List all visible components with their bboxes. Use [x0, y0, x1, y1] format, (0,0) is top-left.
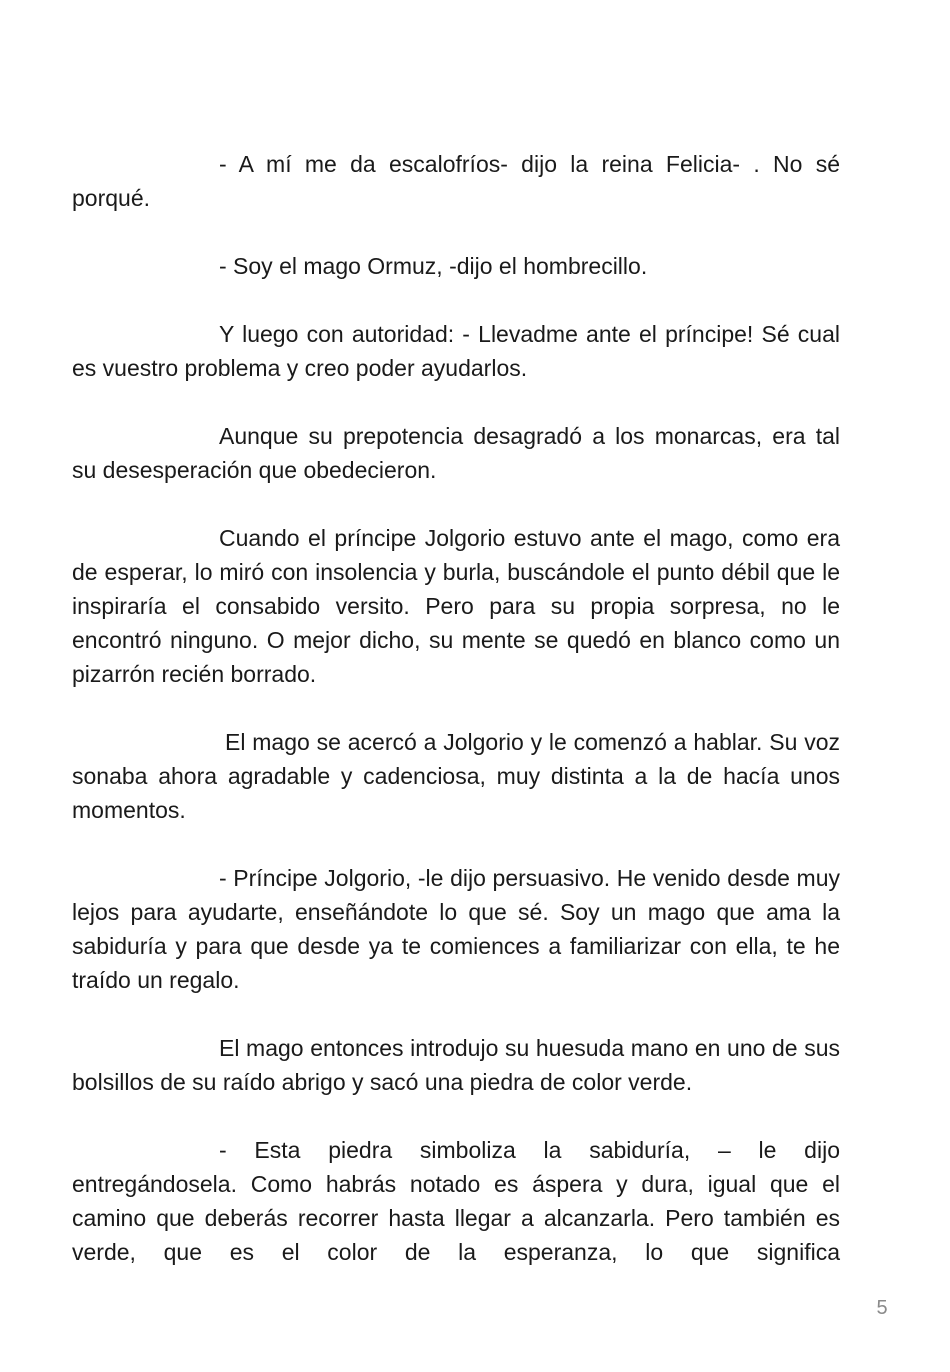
paragraph: - Soy el mago Ormuz, -dijo el hombrecillo. [219, 253, 648, 279]
paragraph: Y luego con autoridad: - Llevadme ante el príncipe! Sé cual es vuestro problema y creo poder ayudarlos. [72, 321, 840, 381]
paragraph: El mago se acercó a Jolgorio y le comenzó a hablar. Su voz sonaba ahora agradable y cadenciosa, muy distinta a la de hacía unos momentos. [72, 729, 840, 823]
paragraph: - A mí me da escalofríos- dijo la reina Felicia- . No sé porqué. [72, 151, 840, 211]
paragraph: - Esta piedra simboliza la sabiduría, – le dijo entregándosela. Como habrás notado es áspera y dura, igual que el camino que deberás recorrer hasta llegar a alcanzarla. Pero también es verde, que es el color de la esperanza, lo que significa [72, 1137, 840, 1265]
paragraph: - Príncipe Jolgorio, -le dijo persuasivo. He venido desde muy lejos para ayudarte, enseñándote lo que sé. Soy un mago que ama la sabiduría y para que desde ya te comiences a familiarizar con ella, te he traído un regalo. [72, 865, 840, 993]
paragraph: Aunque su prepotencia desagradó a los monarcas, era tal su desesperación que obedecieron. [72, 423, 840, 483]
page-number: 5 [876, 1297, 888, 1319]
paragraph: Cuando el príncipe Jolgorio estuvo ante el mago, como era de esperar, lo miró con insolencia y burla, buscándole el punto débil que le inspiraría el consabido versito. Pero para su propia sorpresa, no le encontró ninguno. O mejor dicho, su mente se quedó en blanco como un pizarrón recién borrado. [72, 525, 840, 687]
page-body [72, 147, 840, 1269]
paragraph: El mago entonces introdujo su huesuda mano en uno de sus bolsillos de su raído abrigo y sacó una piedra de color verde. [72, 1035, 840, 1095]
